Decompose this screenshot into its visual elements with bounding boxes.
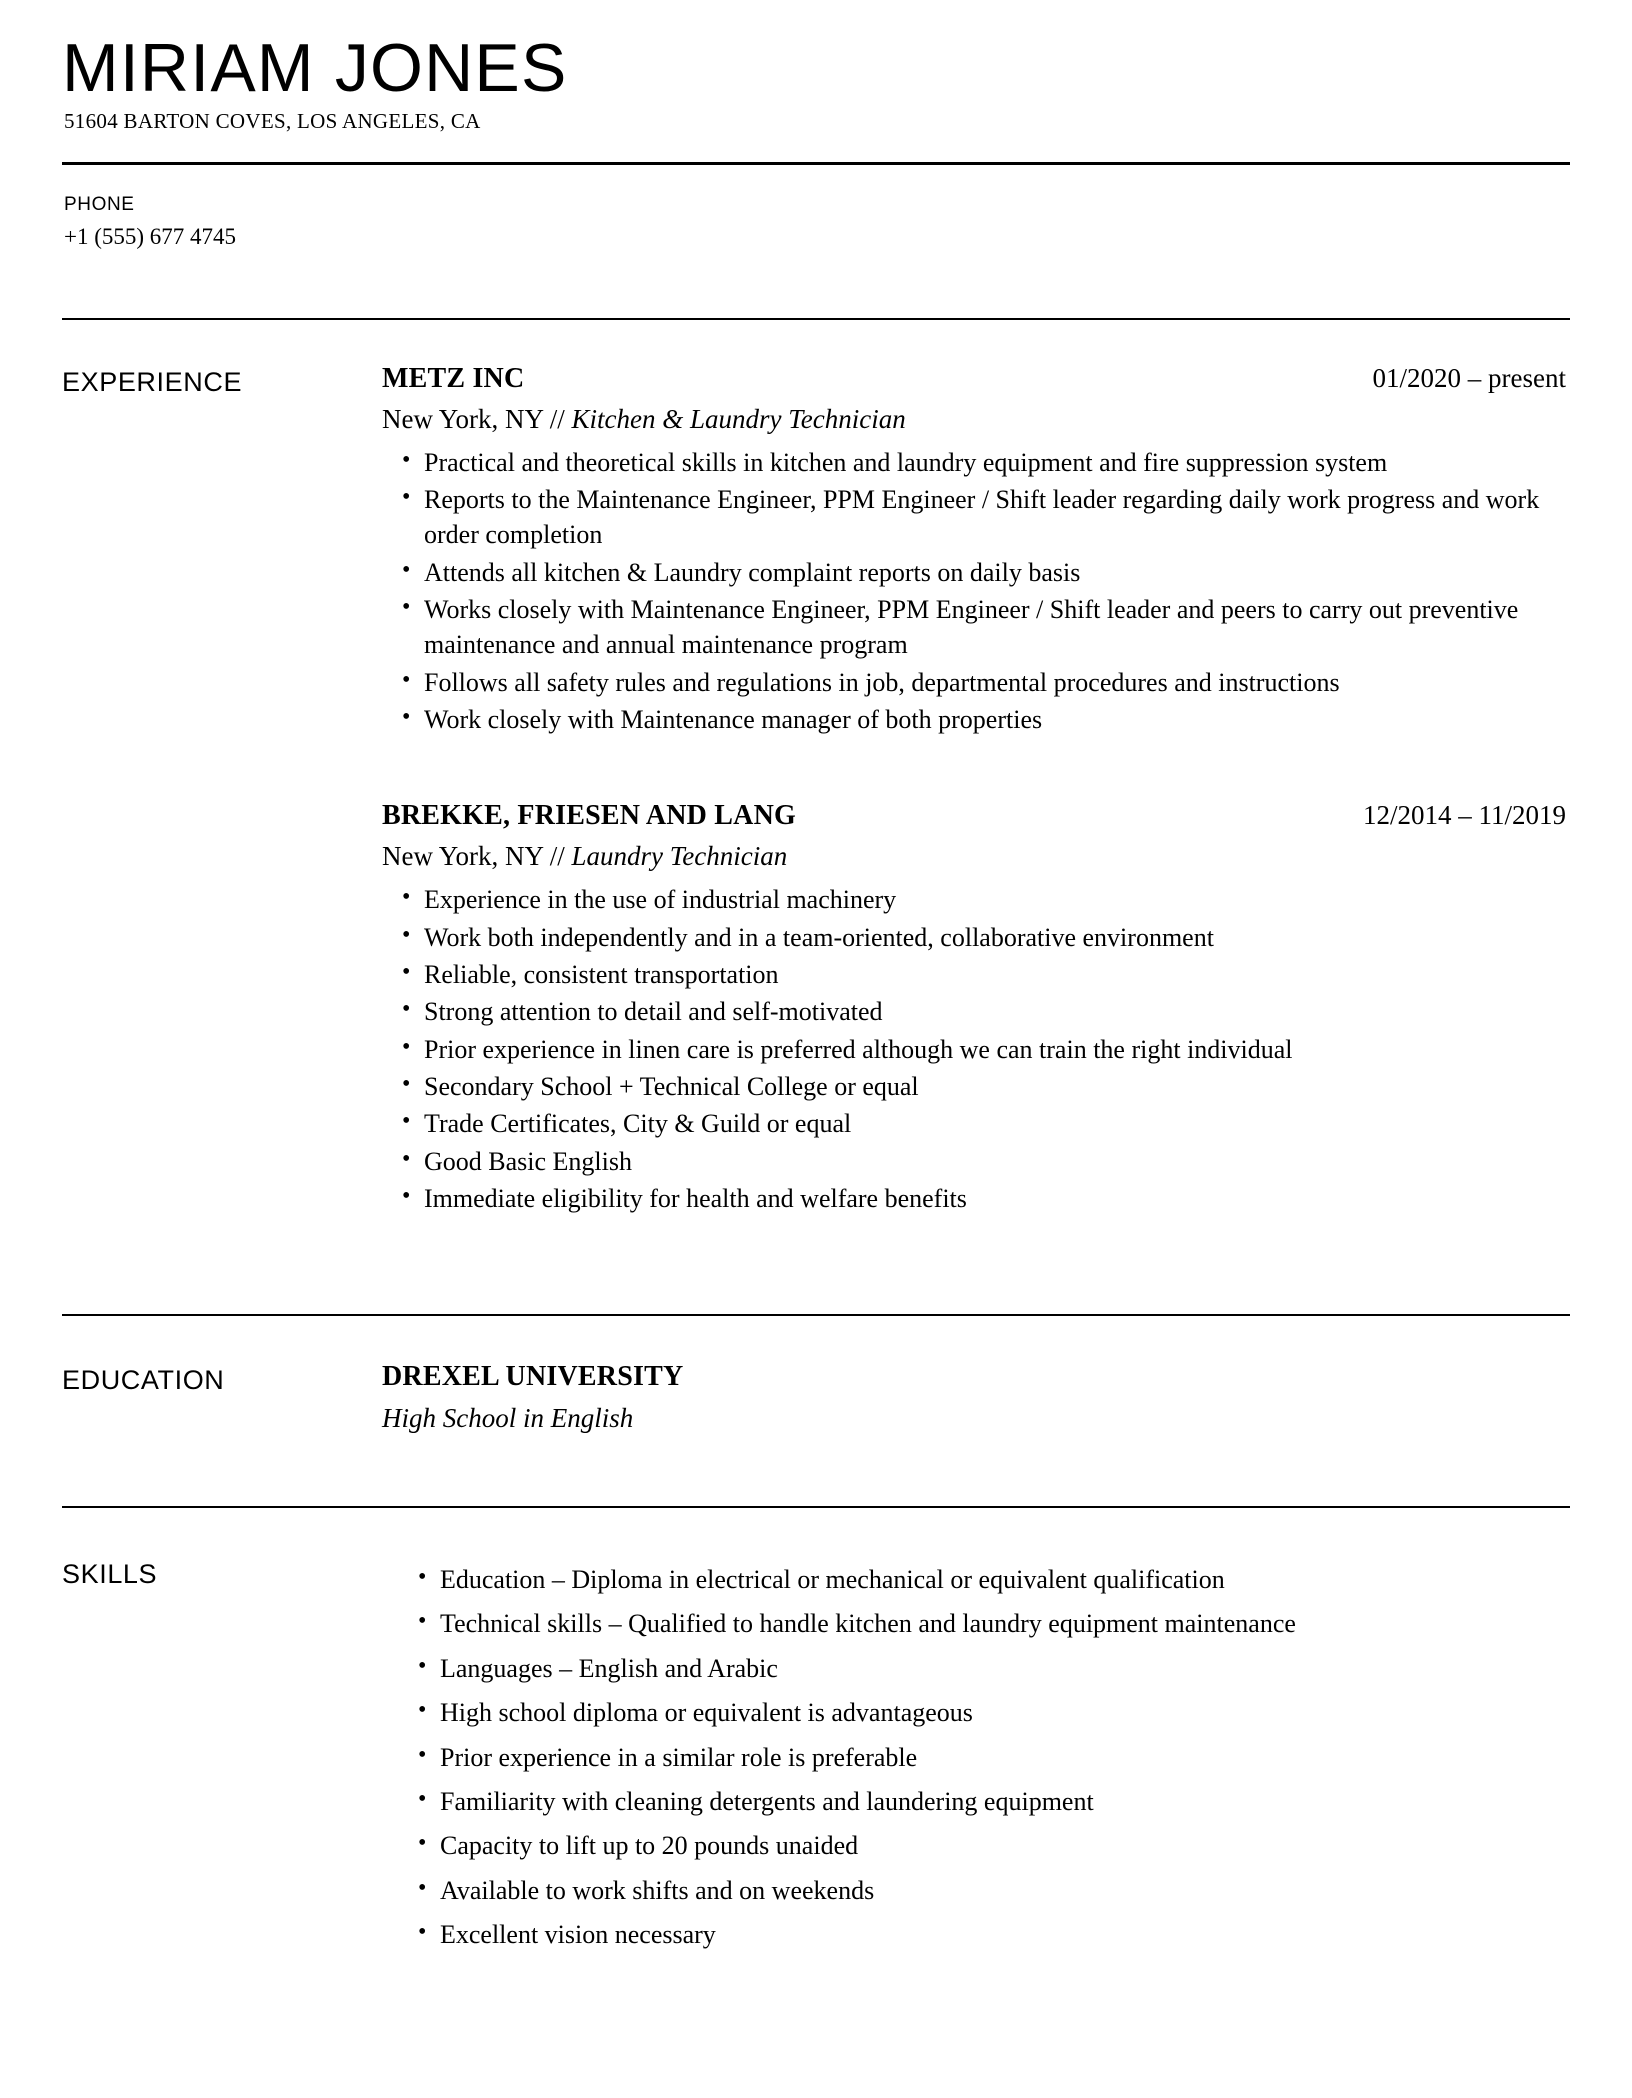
experience-entry-header	[382, 799, 1566, 833]
bullet-item: • Reliable, consistent transportation	[382, 957, 1566, 992]
company-name: BREKKE, FRIESEN AND LANG	[382, 800, 796, 832]
bullet-item: • Practical and theoretical skills in kitchen and laundry equipment and fire suppression system	[382, 445, 1566, 480]
job-location-and-role	[382, 402, 1566, 437]
bullet-list	[382, 882, 1566, 1216]
resume-header	[62, 28, 1570, 134]
education-skills-spacer	[62, 1436, 1570, 1478]
section-experience	[62, 362, 1570, 1218]
skill-item: • Prior experience in a similar role is preferable	[382, 1740, 1566, 1775]
skill-item: • Excellent vision necessary	[382, 1917, 1566, 1952]
skill-item: • Familiarity with cleaning detergents and laundering equipment	[382, 1784, 1566, 1819]
bullet-item: • Good Basic English	[382, 1144, 1566, 1179]
header-divider	[62, 162, 1570, 165]
bullet-item: • Attends all kitchen & Laundry complaint reports on daily basis	[382, 555, 1566, 590]
bullet-item: • Trade Certificates, City & Guild or equal	[382, 1106, 1566, 1141]
contact-divider-spacer	[62, 318, 1570, 320]
phone-label: PHONE	[64, 194, 135, 216]
bullet-list	[382, 445, 1566, 738]
bullet-item: • Work closely with Maintenance manager of both properties	[382, 702, 1566, 737]
section-label-education: EDUCATION	[62, 1365, 225, 1396]
bullet-item: • Follows all safety rules and regulations in job, departmental procedures and instructions	[382, 665, 1566, 700]
contact-divider	[62, 318, 1570, 320]
phone-value: +1 (555) 677 4745	[64, 223, 237, 249]
experience-entries	[382, 362, 1570, 1218]
experience-label-column	[62, 362, 382, 398]
degree-name: High School in English	[382, 1402, 634, 1433]
section-label-skills: SKILLS	[62, 1559, 158, 1590]
job-title: Laundry Technician	[571, 841, 788, 872]
skill-item: • Available to work shifts and on weekends	[382, 1873, 1566, 1908]
skill-item: • Technical skills – Qualified to handle kitchen and laundry equipment maintenance	[382, 1606, 1566, 1641]
bullet-item: • Reports to the Maintenance Engineer, PPM Engineer / Shift leader regarding daily work progress and work order completion	[382, 482, 1566, 553]
experience-education-spacer	[62, 1218, 1570, 1286]
section-label-experience: EXPERIENCE	[62, 366, 243, 397]
education-label-column	[62, 1360, 382, 1396]
candidate-name: MIRIAM JONES	[62, 30, 568, 106]
education-divider	[62, 1314, 1570, 1316]
experience-entry	[382, 799, 1566, 1216]
skills-divider	[62, 1506, 1570, 1508]
employment-dates: 12/2014 – 11/2019	[1362, 800, 1566, 831]
candidate-address: 51604 BARTON COVES, LOS ANGELES, CA	[64, 109, 481, 134]
job-location: New York, NY //	[382, 403, 572, 434]
bullet-item: • Experience in the use of industrial machinery	[382, 882, 1566, 917]
bullet-item: • Strong attention to detail and self-motivated	[382, 994, 1566, 1029]
bullet-item: • Prior experience in linen care is preferred although we can train the right individual	[382, 1032, 1566, 1067]
skill-item: • Education – Diploma in electrical or mechanical or equivalent qualification	[382, 1562, 1566, 1597]
bullet-item: • Works closely with Maintenance Engineer, PPM Engineer / Shift leader and peers to carry out preventive maintenance and annual maintenance program	[382, 592, 1566, 663]
section-education	[62, 1360, 1570, 1436]
skill-item: • Languages – English and Arabic	[382, 1651, 1566, 1686]
education-entries	[382, 1360, 1570, 1436]
job-location-and-role	[382, 839, 1566, 874]
experience-entry-header	[382, 362, 1566, 396]
bullet-item: • Secondary School + Technical College or equal	[382, 1069, 1566, 1104]
skills-body	[382, 1554, 1570, 1961]
skill-item: • High school diploma or equivalent is advantageous	[382, 1695, 1566, 1730]
bullet-item: • Immediate eligibility for health and welfare benefits	[382, 1181, 1566, 1216]
company-name: METZ INC	[382, 362, 525, 394]
skills-label-column	[62, 1554, 382, 1590]
section-skills	[62, 1554, 1570, 1961]
employment-dates: 01/2020 – present	[1372, 362, 1566, 393]
job-title: Kitchen & Laundry Technician	[571, 403, 906, 434]
experience-entry	[382, 362, 1566, 738]
contact-block	[62, 191, 1570, 252]
skills-list	[382, 1562, 1566, 1952]
skill-item: • Capacity to lift up to 20 pounds unaided	[382, 1828, 1566, 1863]
bullet-item: • Work both independently and in a team-oriented, collaborative environment	[382, 920, 1566, 955]
education-entry	[382, 1360, 1566, 1436]
job-location: New York, NY //	[382, 841, 572, 872]
school-name: DREXEL UNIVERSITY	[382, 1361, 684, 1393]
